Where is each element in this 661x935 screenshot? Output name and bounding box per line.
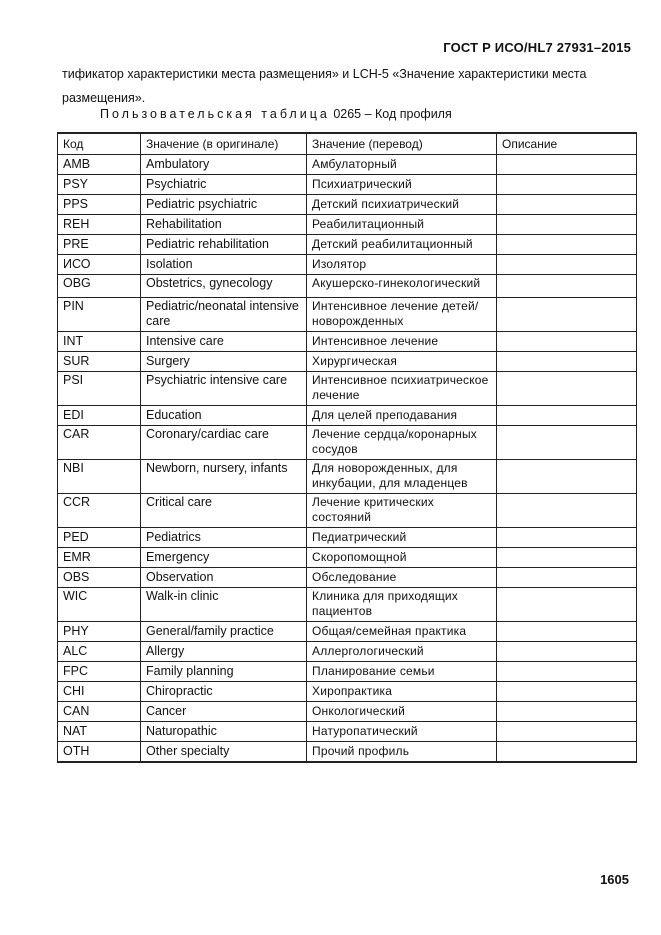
cell-description	[497, 372, 637, 406]
cell-code: OTH	[58, 742, 141, 763]
cell-translation: Амбулаторный	[307, 155, 497, 175]
table-row	[58, 588, 637, 622]
cell-original: Rehabilitation	[141, 215, 307, 235]
paragraph-line-2: размещения».	[62, 91, 146, 105]
cell-description	[497, 548, 637, 568]
cell-original: Education	[141, 406, 307, 426]
cell-translation: Клиника для приходящих пациентов	[307, 588, 497, 622]
cell-description	[497, 528, 637, 548]
cell-description	[497, 460, 637, 494]
cell-original: Pediatric/neonatal intensive care	[141, 298, 307, 332]
column-header-translation: Значение (перевод)	[307, 133, 497, 155]
cell-description	[497, 742, 637, 763]
cell-original: Ambulatory	[141, 155, 307, 175]
cell-description	[497, 332, 637, 352]
table-row	[58, 372, 637, 406]
cell-code: PSY	[58, 175, 141, 195]
cell-translation: Натуропатический	[307, 722, 497, 742]
cell-code: PHY	[58, 622, 141, 642]
table-row	[58, 548, 637, 568]
cell-original: Pediatric rehabilitation	[141, 235, 307, 255]
cell-code: CAR	[58, 426, 141, 460]
cell-original: Other specialty	[141, 742, 307, 763]
page-number: 1605	[600, 872, 629, 887]
cell-code: CHI	[58, 682, 141, 702]
cell-code: SUR	[58, 352, 141, 372]
cell-description	[497, 235, 637, 255]
column-header-description: Описание	[497, 133, 637, 155]
cell-translation: Общая/семейная практика	[307, 622, 497, 642]
cell-translation: Онкологический	[307, 702, 497, 722]
cell-code: ИСО	[58, 255, 141, 275]
cell-code: OBG	[58, 275, 141, 298]
cell-translation: Детский психиатрический	[307, 195, 497, 215]
paragraph-line-1: тификатор характеристики места размещения» и LCH-5 «Значение характеристики места	[62, 67, 587, 81]
cell-description	[497, 215, 637, 235]
table-row	[58, 298, 637, 332]
cell-translation: Аллергологический	[307, 642, 497, 662]
cell-original: Critical care	[141, 494, 307, 528]
table-row	[58, 528, 637, 548]
cell-original: Family planning	[141, 662, 307, 682]
table-row	[58, 195, 637, 215]
cell-translation: Психиатрический	[307, 175, 497, 195]
table-caption-label: Пользовательская таблица	[100, 107, 330, 121]
table-row	[58, 702, 637, 722]
cell-description	[497, 702, 637, 722]
table-row	[58, 215, 637, 235]
cell-original: Cancer	[141, 702, 307, 722]
table-row	[58, 662, 637, 682]
cell-description	[497, 568, 637, 588]
cell-translation: Интенсивное лечение детей/новорожденных	[307, 298, 497, 332]
table-row	[58, 155, 637, 175]
table-row	[58, 460, 637, 494]
table-row	[58, 426, 637, 460]
table-row	[58, 175, 637, 195]
cell-translation: Для новорожденных, для инкубации, для младенцев	[307, 460, 497, 494]
cell-original: Psychiatric intensive care	[141, 372, 307, 406]
cell-translation: Хирургическая	[307, 352, 497, 372]
cell-translation: Скоропомощной	[307, 548, 497, 568]
cell-translation: Прочий профиль	[307, 742, 497, 763]
cell-original: Pediatric psychiatric	[141, 195, 307, 215]
cell-description	[497, 642, 637, 662]
cell-translation: Хиропрактика	[307, 682, 497, 702]
cell-code: PED	[58, 528, 141, 548]
cell-code: PSI	[58, 372, 141, 406]
cell-translation: Обследование	[307, 568, 497, 588]
column-header-code: Код	[58, 133, 141, 155]
cell-original: Coronary/cardiac care	[141, 426, 307, 460]
cell-description	[497, 195, 637, 215]
table-row	[58, 742, 637, 763]
cell-description	[497, 682, 637, 702]
cell-code: ALC	[58, 642, 141, 662]
cell-translation: Педиатрический	[307, 528, 497, 548]
table-caption-rest: 0265 – Код профиля	[333, 107, 452, 121]
cell-code: FPC	[58, 662, 141, 682]
cell-translation: Для целей преподавания	[307, 406, 497, 426]
cell-original: Emergency	[141, 548, 307, 568]
table-row	[58, 406, 637, 426]
cell-translation: Реабилитационный	[307, 215, 497, 235]
cell-translation: Интенсивное лечение	[307, 332, 497, 352]
table-row	[58, 682, 637, 702]
cell-description	[497, 406, 637, 426]
table-row	[58, 622, 637, 642]
cell-original: Allergy	[141, 642, 307, 662]
cell-original: Psychiatric	[141, 175, 307, 195]
cell-description	[497, 622, 637, 642]
profile-code-table	[57, 132, 637, 763]
cell-code: OBS	[58, 568, 141, 588]
table-caption	[100, 107, 452, 121]
cell-original: General/family practice	[141, 622, 307, 642]
cell-description	[497, 426, 637, 460]
cell-code: NBI	[58, 460, 141, 494]
table-row	[58, 255, 637, 275]
cell-code: NAT	[58, 722, 141, 742]
cell-code: PRE	[58, 235, 141, 255]
cell-description	[497, 722, 637, 742]
table-header-row	[58, 133, 637, 155]
cell-original: Intensive care	[141, 332, 307, 352]
table-row	[58, 235, 637, 255]
table-row	[58, 568, 637, 588]
cell-description	[497, 588, 637, 622]
cell-code: WIC	[58, 588, 141, 622]
table-row	[58, 352, 637, 372]
table-row	[58, 642, 637, 662]
cell-code: INT	[58, 332, 141, 352]
cell-original: Newborn, nursery, infants	[141, 460, 307, 494]
cell-description	[497, 155, 637, 175]
intro-paragraph	[62, 62, 630, 110]
table-row	[58, 332, 637, 352]
cell-original: Walk-in clinic	[141, 588, 307, 622]
cell-original: Observation	[141, 568, 307, 588]
cell-description	[497, 275, 637, 298]
cell-translation: Лечение сердца/коронарных сосудов	[307, 426, 497, 460]
cell-code: REH	[58, 215, 141, 235]
cell-translation: Изолятор	[307, 255, 497, 275]
cell-original: Isolation	[141, 255, 307, 275]
cell-original: Obstetrics, gynecology	[141, 275, 307, 298]
cell-code: PPS	[58, 195, 141, 215]
cell-original: Surgery	[141, 352, 307, 372]
cell-description	[497, 494, 637, 528]
cell-original: Naturopathic	[141, 722, 307, 742]
cell-original: Pediatrics	[141, 528, 307, 548]
cell-translation: Лечение критических состояний	[307, 494, 497, 528]
cell-translation: Интенсивное психиатрическое лечение	[307, 372, 497, 406]
document-header: ГОСТ Р ИСО/HL7 27931–2015	[443, 40, 631, 55]
cell-description	[497, 662, 637, 682]
cell-description	[497, 352, 637, 372]
cell-description	[497, 175, 637, 195]
table-row	[58, 722, 637, 742]
column-header-original: Значение (в оригинале)	[141, 133, 307, 155]
cell-code: AMB	[58, 155, 141, 175]
cell-translation: Планирование семьи	[307, 662, 497, 682]
cell-description	[497, 255, 637, 275]
table-row	[58, 494, 637, 528]
cell-original: Chiropractic	[141, 682, 307, 702]
cell-code: EMR	[58, 548, 141, 568]
cell-description	[497, 298, 637, 332]
cell-code: EDI	[58, 406, 141, 426]
cell-code: CCR	[58, 494, 141, 528]
cell-translation: Акушерско-гинекологический	[307, 275, 497, 298]
table-row	[58, 275, 637, 298]
cell-code: CAN	[58, 702, 141, 722]
cell-translation: Детский реабилитационный	[307, 235, 497, 255]
cell-code: PIN	[58, 298, 141, 332]
